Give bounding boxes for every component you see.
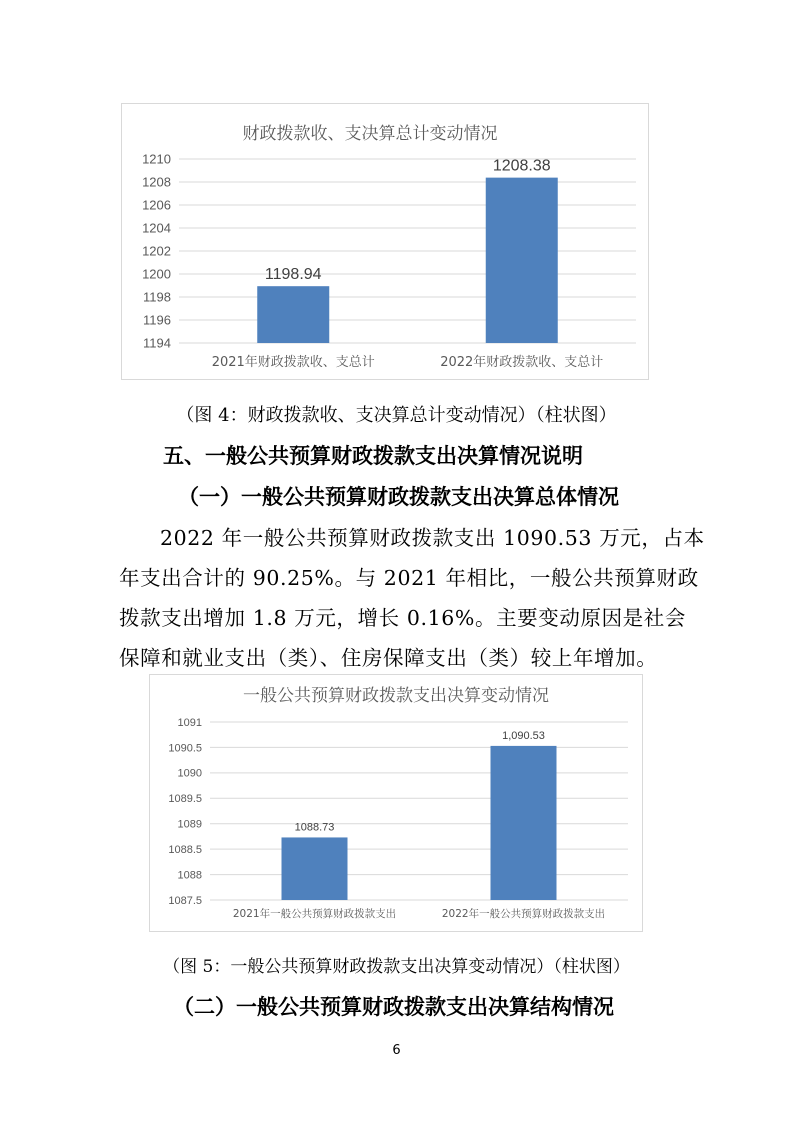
chart-title: 一般公共预算财政拨款支出决算变动情况 (243, 686, 549, 706)
data-label: 1088.73 (294, 821, 335, 834)
subsection-2-heading: （二）一般公共预算财政拨款支出决算结构情况 (173, 995, 614, 1019)
bar (282, 837, 348, 900)
paragraph-line: 年支出合计的 90.25%。与 2021 年相比，一般公共预算财政 (119, 566, 699, 590)
category-label: 2021年财政拨款收、支总计 (211, 355, 375, 370)
page-number: 6 (392, 1043, 401, 1058)
y-tick-label: 1200 (142, 266, 171, 282)
paragraph-line: 2022 年一般公共预算财政拨款支出 1090.53 万元，占本 (160, 526, 705, 550)
category-label: 2021年一般公共预算财政拨款支出 (232, 908, 397, 920)
chart-general-budget-change (149, 674, 643, 932)
y-tick-label: 1210 (142, 151, 171, 167)
data-label: 1,090.53 (502, 729, 545, 742)
bar (257, 286, 329, 343)
bar (491, 746, 557, 900)
paragraph-line: 保障和就业支出（类）、住房保障支出（类）较上年增加。 (119, 646, 658, 670)
y-tick-label: 1088.5 (168, 843, 202, 856)
chart-title: 财政拨款收、支决算总计变动情况 (242, 124, 498, 144)
y-tick-label: 1090.5 (168, 742, 202, 755)
y-tick-label: 1208 (142, 174, 171, 190)
y-tick-label: 1194 (143, 335, 171, 351)
y-tick-label: 1088 (177, 869, 202, 882)
chart1-svg (122, 104, 648, 379)
y-tick-label: 1196 (143, 312, 171, 328)
chart-fiscal-total-change (121, 103, 649, 380)
category-label: 2022年一般公共预算财政拨款支出 (441, 908, 606, 920)
paragraph-line: 拨款支出增加 1.8 万元，增长 0.16%。主要变动原因是社会 (119, 606, 686, 630)
bar (486, 178, 558, 343)
category-label: 2022年财政拨款收、支总计 (440, 355, 604, 370)
data-label: 1208.38 (492, 157, 551, 175)
y-tick-label: 1202 (142, 243, 171, 259)
y-tick-label: 1089 (177, 818, 202, 831)
y-tick-label: 1089.5 (168, 793, 202, 806)
chart2-svg (150, 675, 642, 931)
data-label: 1198.94 (264, 266, 322, 284)
subsection-1-heading: （一）一般公共预算财政拨款支出决算总体情况 (178, 485, 619, 509)
y-tick-label: 1204 (142, 220, 171, 236)
y-tick-label: 1090 (177, 767, 202, 780)
y-tick-label: 1091 (177, 716, 202, 729)
y-tick-label: 1198 (143, 289, 171, 305)
figure-4-caption: （图 4：财政拨款收、支决算总计变动情况）（柱状图） (176, 405, 617, 426)
y-tick-label: 1206 (142, 197, 171, 213)
figure-5-caption: （图 5：一般公共预算财政拨款支出决算变动情况）（柱状图） (163, 957, 630, 977)
section-5-heading: 五、一般公共预算财政拨款支出决算情况说明 (163, 444, 583, 468)
y-tick-label: 1087.5 (168, 894, 202, 907)
